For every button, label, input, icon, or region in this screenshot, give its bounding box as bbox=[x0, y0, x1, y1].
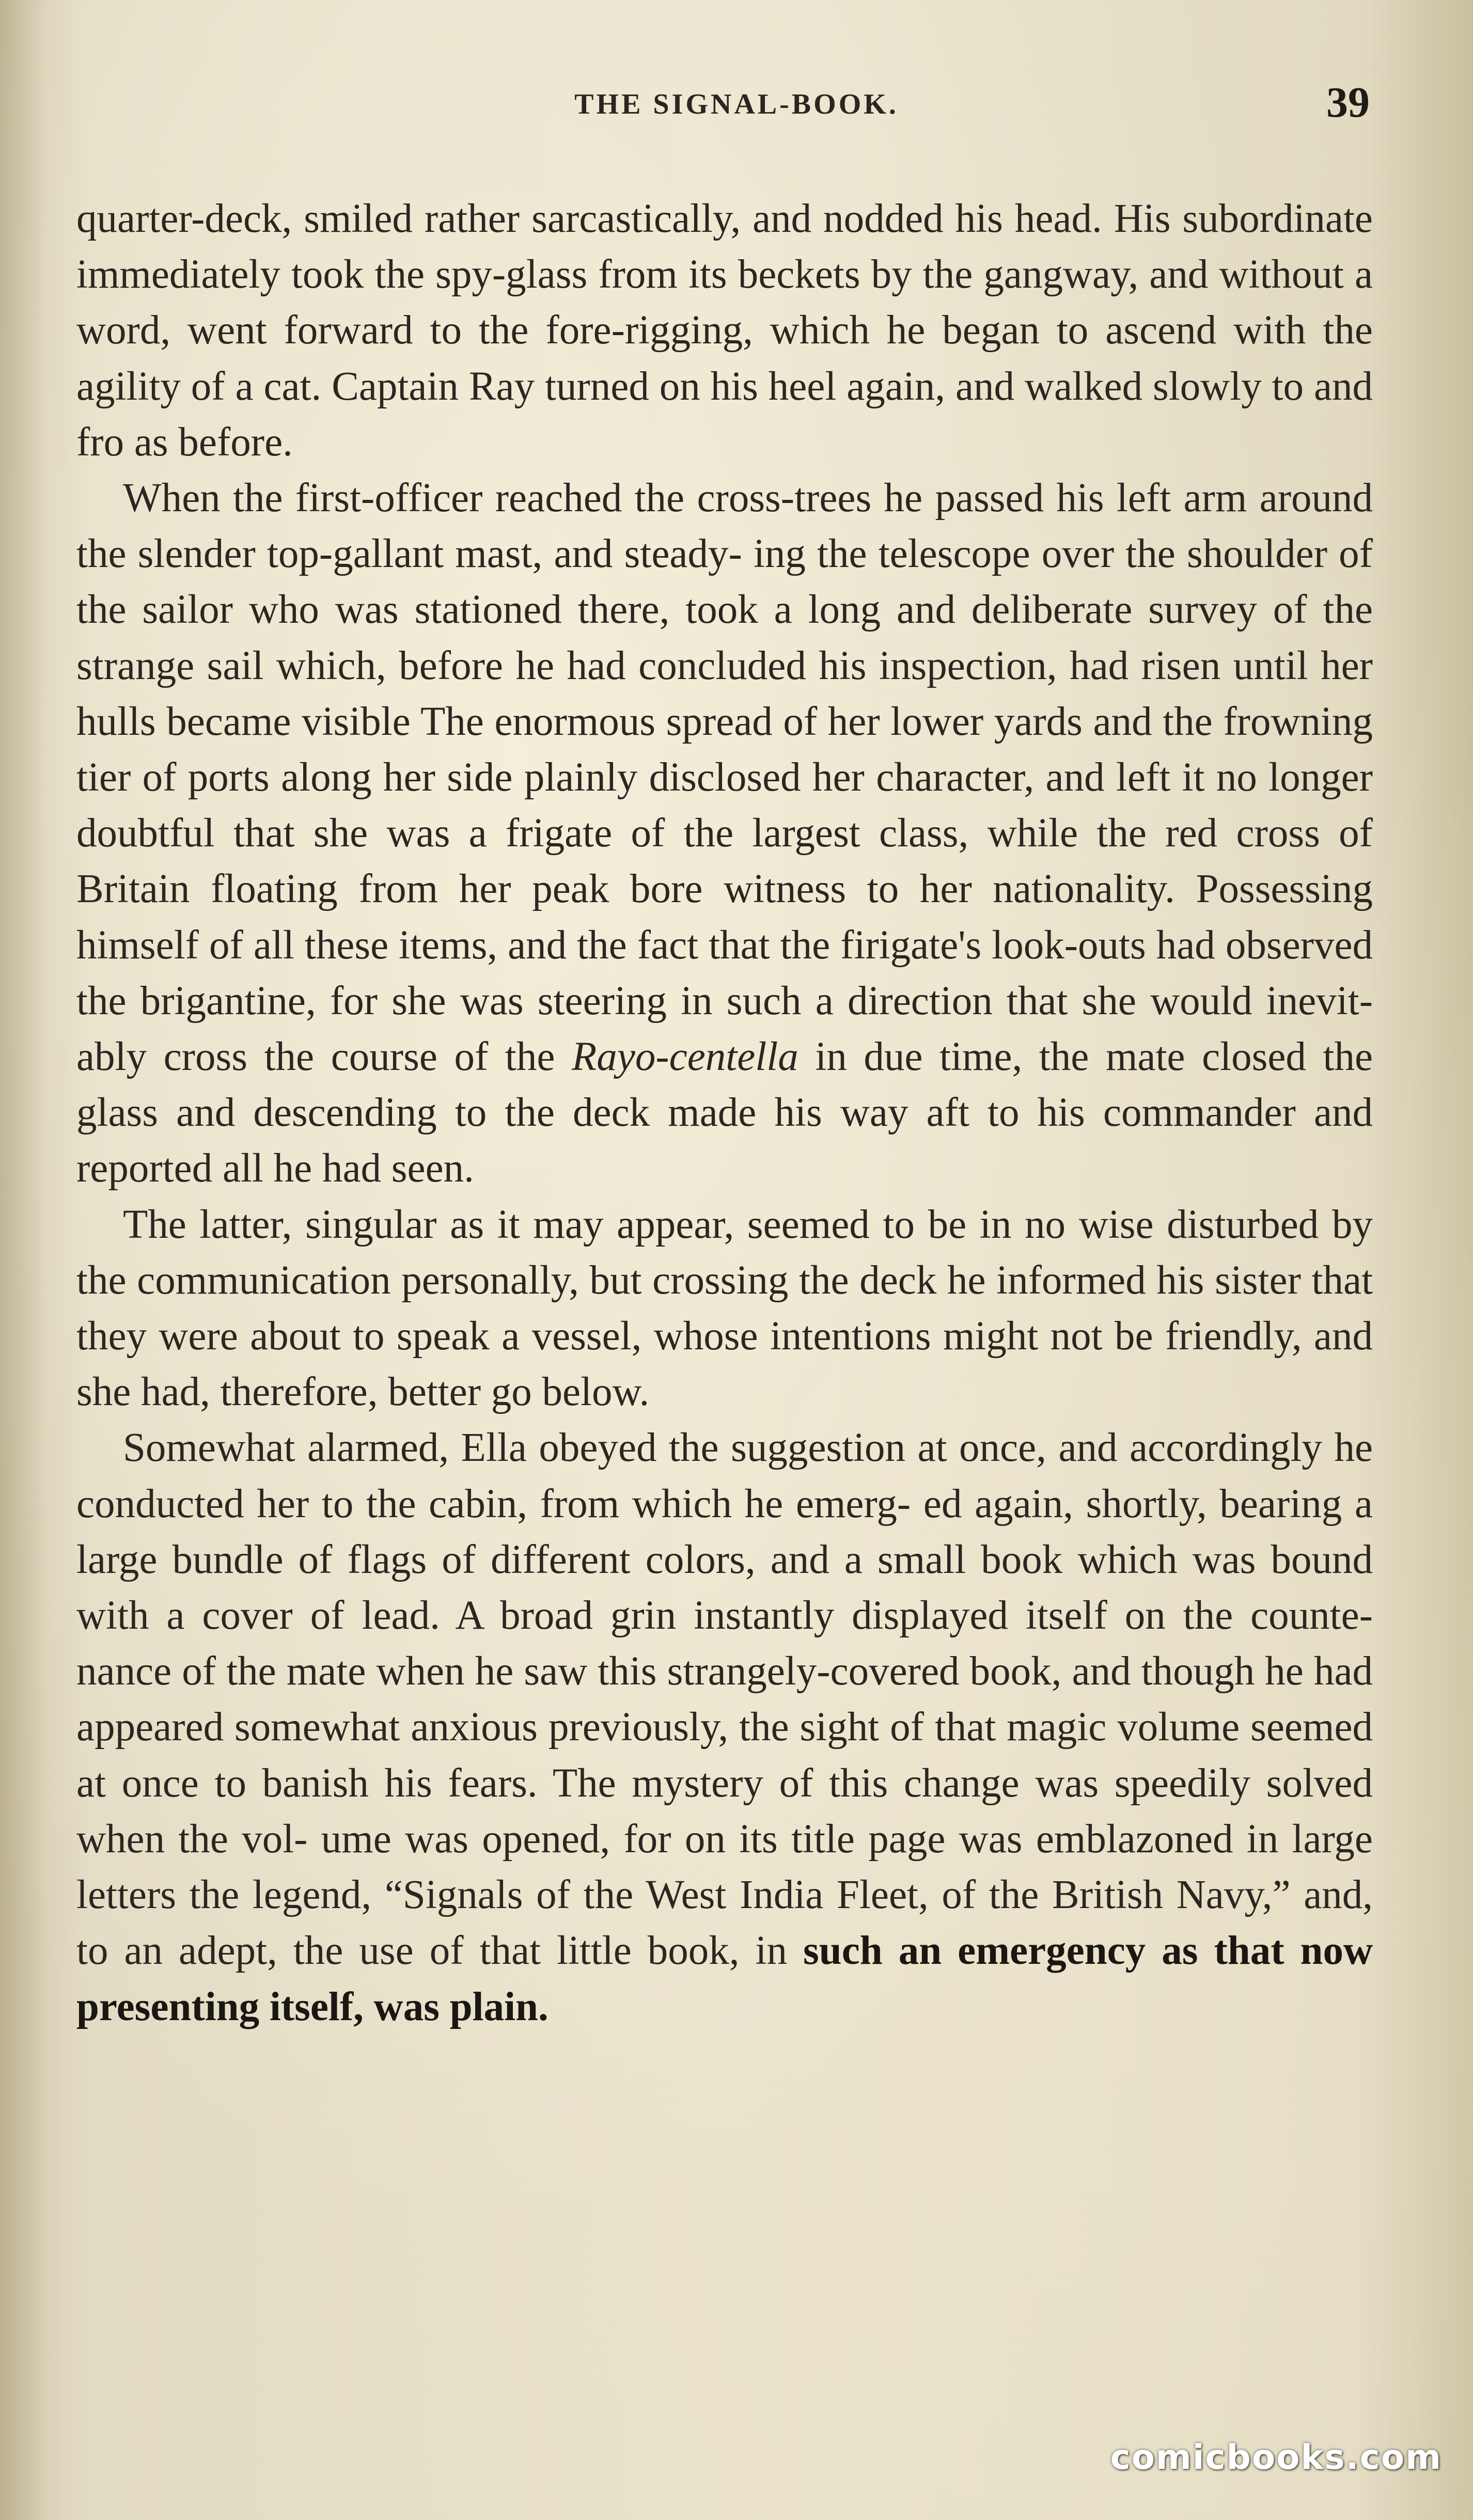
text-line: to the fore-rigging, which he began to ascend with the agility bbox=[76, 308, 1373, 409]
paragraph bbox=[76, 1420, 1373, 2035]
text-line: beckets by the gangway, and without a word, went forward bbox=[76, 252, 1373, 353]
text-line: the deck he informed his sister that they were about to speak bbox=[76, 1257, 1373, 1359]
text-line: and though he had appeared somewhat anxious previously, the bbox=[76, 1649, 1373, 1750]
text-line: Somewhat alarmed, Ella obeyed the suggestion at once, and bbox=[123, 1425, 1118, 1471]
text-line: letters the legend, “Signals of the West India Fleet, of the bbox=[76, 1872, 1039, 1918]
text-line: wise disturbed by the communication personally, but crossing bbox=[76, 1202, 1373, 1303]
text-line: spread of her lower yards and the frowning tier of ports along bbox=[76, 699, 1373, 800]
text-line: her nationality. Possessing himself of all these items, and the bbox=[76, 867, 1373, 968]
text-line: strange sail which, before he had concluded his inspection, bbox=[76, 643, 1057, 688]
text-line: such an emergency as that now presenting itself, was plain. bbox=[76, 1928, 1373, 2029]
text-line: for she was steering in such a direction that she would inevit- bbox=[330, 978, 1373, 1023]
text-line: His subordinate immediately took the spy-glass from its bbox=[76, 196, 1373, 297]
text-line: nance of the mate when he saw this strangely-covered book, bbox=[76, 1649, 1062, 1694]
text-line: colors, and a small book which was bound with a cover of bbox=[76, 1537, 1373, 1639]
paragraph bbox=[76, 470, 1373, 1197]
text-line: accordingly he conducted her to the cabin, from which he emerg- bbox=[76, 1425, 1373, 1526]
text-line: The mystery of this change was speedily solved when the vol- bbox=[76, 1760, 1373, 1862]
text-line: of a cat. Captain Ray turned on his heel again, and walked bbox=[191, 364, 1143, 409]
text-line: The latter, singular as it may appear, seemed to be in no bbox=[123, 1202, 1066, 1247]
text-line: quarter-deck, smiled rather sarcastically, and nodded his head. bbox=[76, 196, 1102, 241]
text-line: ing the telescope over the shoulder of the sailor who was bbox=[76, 531, 1373, 633]
text-line: red cross of Britain floating from her peak bore witness to bbox=[76, 811, 1373, 912]
text-line: her side plainly disclosed her character, and left it no longer bbox=[383, 755, 1373, 800]
page-number: 39 bbox=[1326, 78, 1370, 127]
text-line: a vessel, whose intentions might not be friendly, and she had, bbox=[76, 1314, 1373, 1415]
text-line: in due time, the bbox=[815, 1034, 1089, 1080]
text-line: ably cross the course of the bbox=[76, 1034, 572, 1080]
text-line: lead. A broad grin instantly displayed itself on the counte- bbox=[362, 1593, 1373, 1639]
paragraph bbox=[76, 191, 1373, 470]
page-edge-shading bbox=[0, 0, 46, 2520]
text-line: ed again, shortly, bearing a large bundle of flags of different bbox=[76, 1481, 1373, 1582]
ship-name: Rayo-centella bbox=[572, 1034, 798, 1080]
text-line: way aft to his commander and reported all he had seen. bbox=[76, 1090, 1373, 1191]
text-line: British Navy,” and, to an adept, the use of that little book, in bbox=[76, 1872, 1373, 1974]
paragraph bbox=[76, 1197, 1373, 1421]
text-line: sight of that magic volume seemed at once to banish his fears. bbox=[76, 1705, 1373, 1806]
text-line: slowly to and fro as before. bbox=[76, 364, 1373, 465]
text-line: When the first-officer reached the cross-trees he passed his bbox=[123, 476, 1104, 521]
body-text bbox=[76, 191, 1373, 2035]
text-line: left arm around the slender top-gallant mast, and steady- bbox=[76, 476, 1373, 577]
text-line: fact that the firigate's look-outs had observed the brigantine, bbox=[76, 922, 1373, 1023]
text-line: stationed there, took a long and deliberate survey of the bbox=[414, 587, 1373, 633]
text-line: mate closed the glass and descending to the deck made his bbox=[76, 1034, 1373, 1136]
running-title: THE SIGNAL-BOOK. bbox=[574, 88, 899, 120]
watermark-logo: comicbooks.com bbox=[1110, 2437, 1442, 2477]
text-line: ume was opened, for on its title page was emblazoned in large bbox=[321, 1816, 1373, 1862]
text-line: doubtful that she was a frigate of the largest class, while the bbox=[76, 811, 1147, 856]
text-line: therefore, better go below. bbox=[220, 1369, 650, 1415]
text-line: had risen until her hulls became visible The enormous bbox=[76, 643, 1373, 744]
